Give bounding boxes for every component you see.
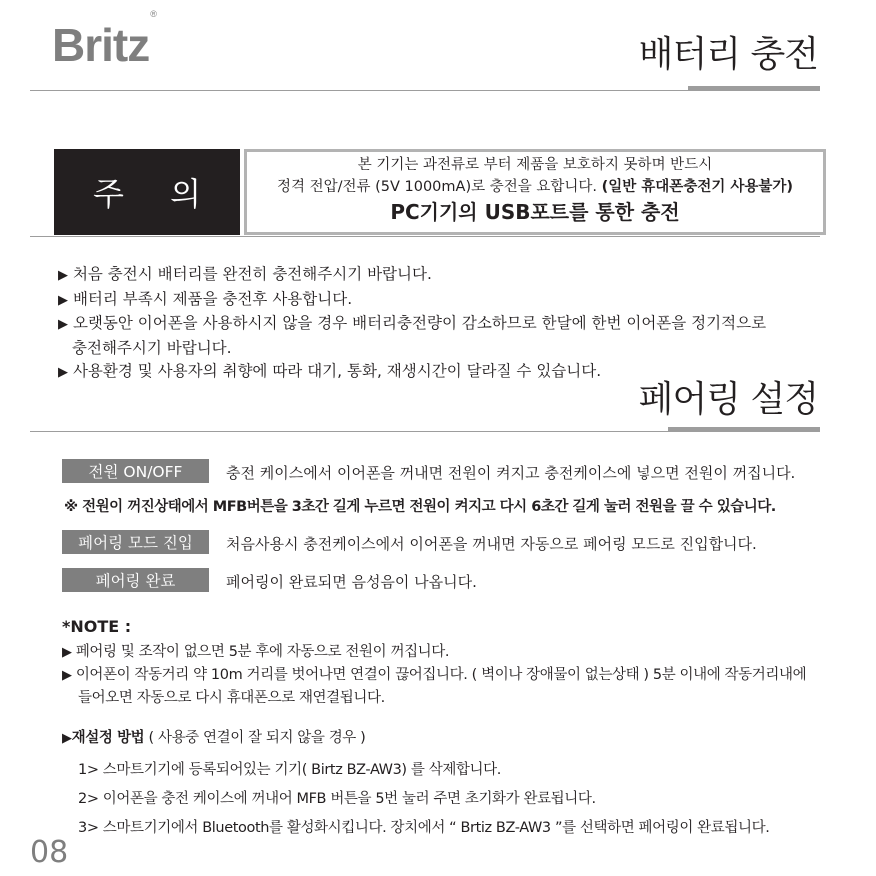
- page-number: 08: [30, 835, 69, 870]
- power-onoff-badge: 전원 ON/OFF: [62, 459, 209, 483]
- pairing-mode-desc: 처음사용시 충전케이스에서 이어폰을 꺼내면 자동으로 페어링 모드로 진입합니다.: [226, 535, 757, 553]
- list-item: ▶ 이어폰이 작동거리 약 10m 거리를 벗어나면 연결이 끊어집니다. ( 벽이나 장애물이 없는상태 ) 5분 이내에 작동거리내에: [62, 667, 807, 683]
- pairing-divider-accent: [668, 427, 820, 432]
- pairing-done-desc: 페어링이 완료되면 음성음이 나옵니다.: [226, 573, 477, 591]
- reset-title: ▶재설정 방법 ( 사용중 연결이 잘 되지 않을 경우 ): [62, 730, 366, 746]
- power-onoff-desc: 충전 케이스에서 이어폰을 꺼내면 전원이 켜지고 충전케이스에 넣으면 전원이 꺼집니다.: [226, 464, 796, 482]
- caution-line-1: 본 기기는 과전류로 부터 제품을 보호하지 못하며 반드시: [357, 157, 713, 173]
- caution-line-2: 정격 전압/전류 (5V 1000mA)로 충전을 요합니다. (일반 휴대폰충전기 사용불가): [276, 179, 794, 195]
- list-item: ▶ 페어링 및 조작이 없으면 5분 후에 자동으로 전원이 꺼집니다.: [62, 644, 450, 660]
- note-title: *NOTE :: [62, 617, 132, 636]
- list-item: ▶ 배터리 부족시 제품을 충전후 사용합니다.: [58, 289, 353, 308]
- caution-label: 주 의: [54, 149, 240, 235]
- list-item: ▶ 오랫동안 이어폰을 사용하시지 않을 경우 배터리충전량이 감소하므로 한달에 한번 이어폰을 정기적으로: [58, 314, 767, 332]
- list-item: ▶ 사용환경 및 사용자의 취향에 따라 대기, 통화, 재생시간이 달라질 수 있습니다.: [58, 362, 602, 380]
- reset-step-3: 3> 스마트기기에서 Bluetooth를 활성화시킵니다. 장치에서 “ Brtiz BZ-AW3 ”를 선택하면 페어링이 완료됩니다.: [78, 820, 770, 836]
- caution-line-3: PC기기의 USB포트를 통한 충전: [390, 200, 680, 224]
- list-item: ▶ 처음 충전시 배터리를 완전히 충전해주시기 바랍니다.: [58, 265, 432, 283]
- note-list: [62, 641, 822, 710]
- header-divider-accent: [688, 86, 820, 91]
- reset-step-2: 2> 이어폰을 충전 케이스에 꺼내어 MFB 버튼을 5번 눌러 주면 초기화가 완료됩니다.: [78, 791, 596, 807]
- mfb-warning: ※ 전원이 꺼진상태에서 MFB버튼을 3초간 길게 누르면 전원이 켜지고 다시 6초간 길게 눌러 전원을 끌 수 있습니다.: [64, 499, 776, 515]
- caution-divider: [30, 236, 820, 237]
- pairing-done-badge: 페어링 완료: [62, 568, 209, 592]
- list-item-continuation: 들어오면 자동으로 다시 휴대폰으로 재연결됩니다.: [78, 690, 385, 706]
- list-item-continuation: 충전해주시기 바랍니다.: [72, 338, 232, 357]
- reset-step-1: 1> 스마트기기에 등록되어있는 기기( Birtz BZ-AW3) 를 삭제합니다.: [78, 762, 501, 778]
- britz-logo: Britz®: [52, 8, 156, 71]
- battery-charging-title: 배터리 충전: [638, 34, 818, 75]
- pairing-setup-title: 페어링 설정: [638, 379, 818, 420]
- caution-panel: [244, 149, 826, 235]
- pairing-mode-badge: 페어링 모드 진입: [62, 530, 209, 554]
- charging-bullet-list: [58, 263, 838, 385]
